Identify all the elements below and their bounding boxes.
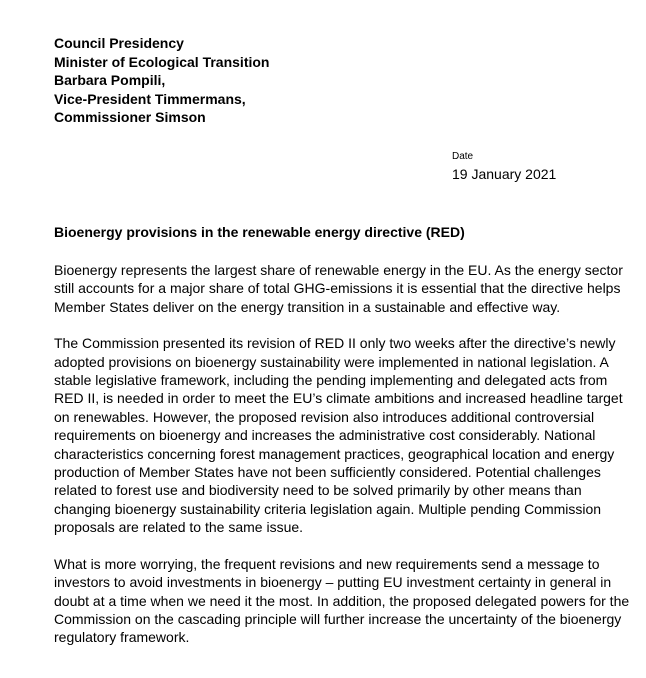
addressee-line: Barbara Pompili, xyxy=(54,72,166,88)
body-paragraph xyxy=(54,555,630,647)
date-label: Date xyxy=(452,151,474,162)
paragraph-line: characteristics concerning forest management practices, geographical location and energy xyxy=(54,445,615,462)
paragraph-line: regulatory framework. xyxy=(54,629,190,646)
paragraph-line: related to forest use and biodiversity need to be solved primarily by other means than xyxy=(54,482,582,499)
paragraph-line: requirements on bioenergy and increases the administrative cost considerably. National xyxy=(54,427,596,444)
paragraph-line: still accounts for a major share of total GHG-emissions it is essential that the directive helps xyxy=(54,280,621,297)
paragraph-line: production of Member States have not been sufficiently considered. Potential challenges xyxy=(54,464,601,481)
paragraph-line: RED II, is needed in order to meet the EU’s climate ambitions and increased headline target xyxy=(54,390,623,407)
body-paragraph xyxy=(54,261,623,316)
addressee-line: Minister of Ecological Transition xyxy=(54,53,270,70)
addressee-line: Council Presidency xyxy=(54,35,184,51)
addressee-block xyxy=(54,34,269,127)
date-value: 19 January 2021 xyxy=(452,166,557,182)
paragraph-line: The Commission presented its revision of RED II only two weeks after the directive’s newly xyxy=(54,335,616,352)
date-block xyxy=(452,150,556,183)
paragraph-line: What is more worrying, the frequent revisions and new requirements send a message to xyxy=(54,555,600,572)
paragraph-line: doubt at a time when we need it the most. In addition, the proposed delegated powers for the xyxy=(54,592,630,609)
paragraph-line: investors to avoid investments in bioenergy – putting EU investment certainty in general in xyxy=(54,574,612,591)
paragraph-line: Commission on the cascading principle will further increase the uncertainty of the bioenergy xyxy=(54,610,622,627)
paragraph-line: proposals are related to the same issue. xyxy=(54,519,304,536)
paragraph-line: on renewables. However, the proposed revision also introduces additional controversial xyxy=(54,408,595,425)
paragraph-line: Bioenergy represents the largest share of renewable energy in the EU. As the energy sector xyxy=(54,262,623,278)
letter-body xyxy=(54,261,630,665)
paragraph-line: adopted provisions on bioenergy sustainability were implemented in national legislation. A xyxy=(54,353,609,370)
addressee-line: Commissioner Simson xyxy=(54,109,206,125)
addressee-line: Vice-President Timmermans, xyxy=(54,90,246,107)
body-paragraph xyxy=(54,334,623,536)
paragraph-line: Member States deliver on the energy transition in a sustainable and effective way. xyxy=(54,298,561,315)
paragraph-line: stable legislative framework, including the pending implementing and delegated acts from xyxy=(54,372,608,389)
subject-heading: Bioenergy provisions in the renewable energy directive (RED) xyxy=(54,224,465,240)
paragraph-line: changing bioenergy sustainability criteria legislation again. Multiple pending Commission xyxy=(54,500,602,517)
